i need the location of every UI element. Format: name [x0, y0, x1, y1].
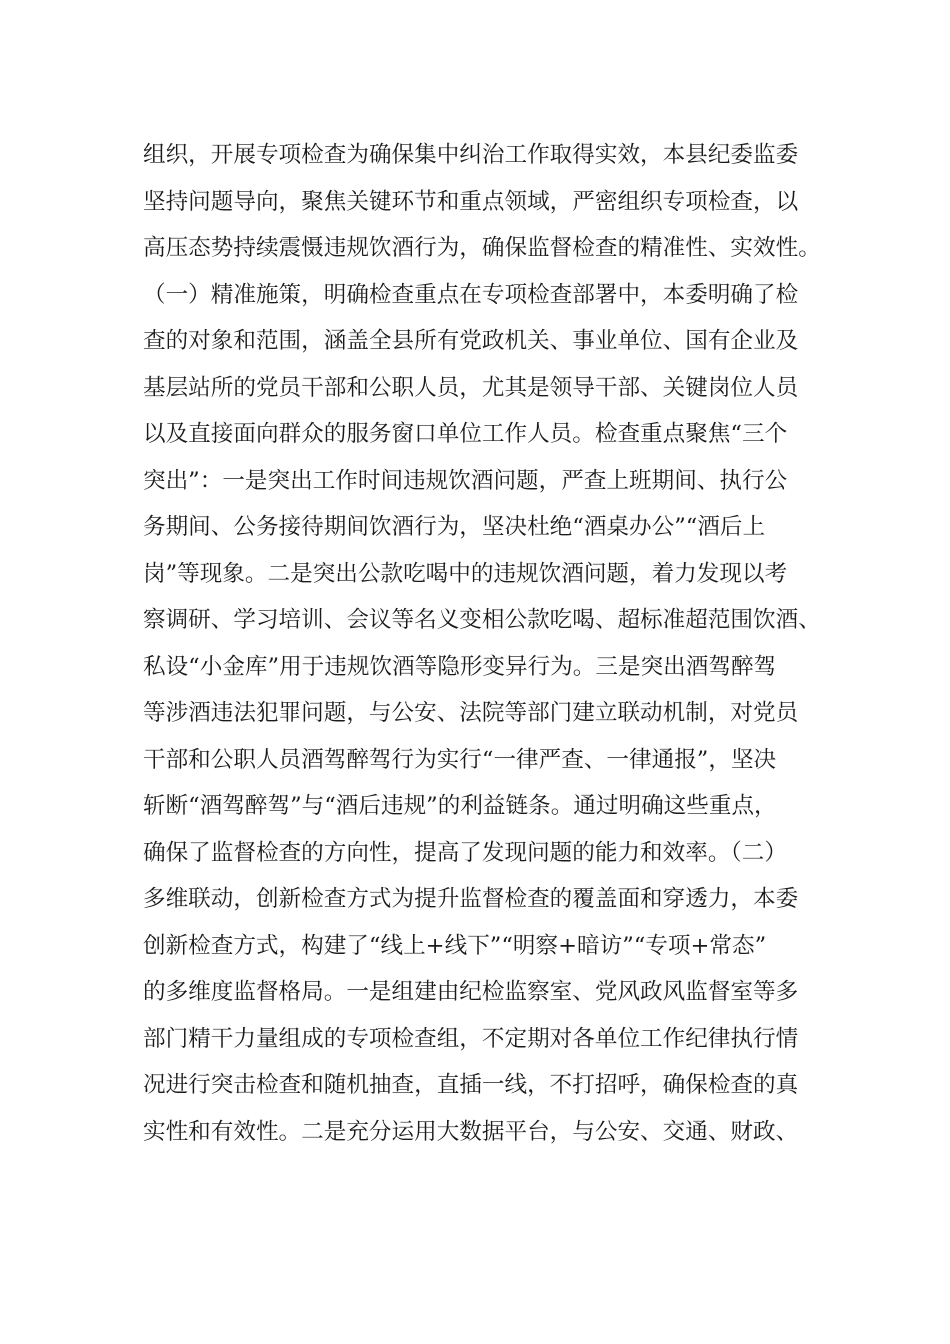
text-line: 实性和有效性。二是充分运用大数据平台，与公安、交通、财政、	[143, 1118, 799, 1145]
body-text	[143, 132, 833, 1155]
text-line: 突出”：一是突出工作时间违规饮酒问题，严查上班期间、执行公	[143, 467, 788, 494]
text-line: （一）精准施策，明确检查重点在专项检查部署中，本委明确了检	[143, 281, 799, 308]
text-line: 务期间、公务接待期间饮酒行为，坚决杜绝“酒桌办公”“酒后上	[143, 514, 766, 540]
text-line: 高压态势持续震慑违规饮酒行为，确保监督检查的精准性、实效性。	[143, 235, 821, 261]
text-line: 等涉酒违法犯罪问题，与公安、法院等部门建立联动机制，对党员	[143, 700, 799, 726]
text-line: 坚持问题导向，聚焦关键环节和重点领域，严密组织专项检查，以	[143, 188, 799, 215]
text-line: 多维联动，创新检查方式为提升监督检查的覆盖面和穿透力，本委	[143, 886, 799, 912]
text-line: 的多维度监督格局。一是组建由纪检监察室、党风政风监督室等多	[143, 979, 799, 1005]
text-line: 查的对象和范围，涵盖全县所有党政机关、事业单位、国有企业及	[143, 328, 799, 354]
text-line: 干部和公职人员酒驾醉驾行为实行“一律严查、一律通报”，坚决	[143, 746, 777, 773]
text-line: 基层站所的党员干部和公职人员，尤其是领导干部、关键岗位人员	[143, 374, 799, 401]
text-line: 部门精干力量组成的专项检查组，不定期对各单位工作纪律执行情	[143, 1025, 799, 1052]
text-line: 确保了监督检查的方向性，提高了发现问题的能力和效率。（二）	[143, 839, 787, 866]
text-line: 以及直接面向群众的服务窗口单位工作人员。检查重点聚焦“三个	[143, 421, 788, 447]
text-line: 斩断“酒驾醉驾”与“酒后违规”的利益链条。通过明确这些重点，	[143, 793, 777, 819]
text-line: 况进行突击检查和随机抽查，直插一线，不打招呼，确保检查的真	[143, 1072, 799, 1098]
text-line: 私设“小金库”用于违规饮酒等隐形变异行为。三是突出酒驾醉驾	[143, 653, 777, 680]
text-line: 岗”等现象。二是突出公款吃喝中的违规饮酒问题，着力发现以考	[143, 560, 788, 587]
text-line: 察调研、学习培训、会议等名义变相公款吃喝、超标准超范围饮酒、	[143, 607, 821, 633]
text-line: 创新检查方式，构建了“线上+线下”“明察+暗访”“专项+常态”	[143, 932, 767, 959]
text-line: 组织，开展专项检查为确保集中纠治工作取得实效，本县纪委监委	[143, 142, 799, 168]
